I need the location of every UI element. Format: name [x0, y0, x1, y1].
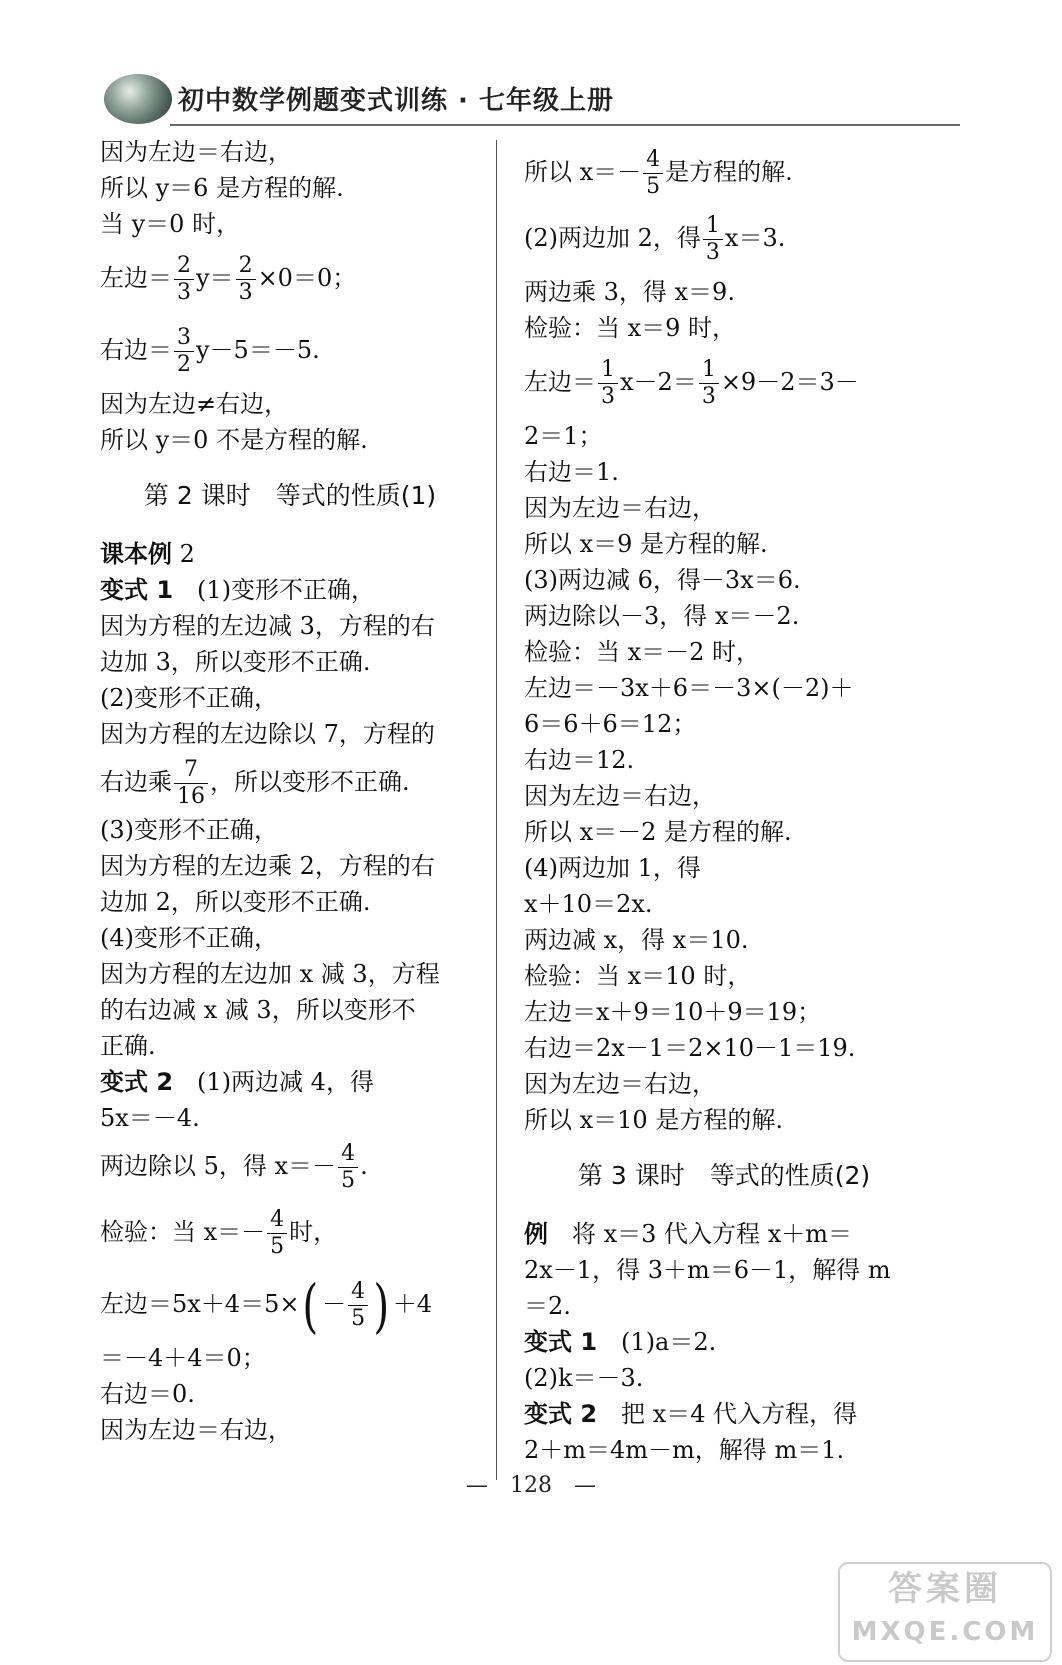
- text-line: 因为方程的左边乘 2，方程的右: [100, 852, 435, 880]
- text-line: 2＋m＝4m－m，解得 m＝1.: [524, 1436, 845, 1464]
- variant-label: 变式 2: [100, 1068, 174, 1096]
- fraction: $\frac{4}{5}$: [643, 147, 663, 200]
- fraction: $\frac{4}{5}$: [338, 1141, 358, 1194]
- text-line: 左边＝－3x＋6＝－3×(－2)＋: [524, 674, 854, 702]
- fraction: $\frac{1}{3}$: [598, 357, 618, 410]
- text-line: (2)变形不正确，: [100, 684, 278, 712]
- page-header: [100, 72, 962, 134]
- text-line: 检验：当 x＝10 时，: [524, 962, 752, 990]
- text-line: 右边＝1.: [524, 458, 619, 486]
- text-line: (3)变形不正确，: [100, 816, 278, 844]
- formula-line: 两边除以 5，得 x＝－ $\frac{4}{5}$ .: [100, 1141, 368, 1193]
- example-heading: 课本例 2: [100, 540, 195, 568]
- watermark-logo: 答案圈 MXQE.COM: [838, 1562, 1052, 1662]
- variant-label: 变式 1: [100, 576, 174, 604]
- text-line: 因为左边＝右边，: [100, 138, 292, 166]
- text-line: 变式 1 (1)a＝2.: [524, 1328, 717, 1356]
- text-line: 因为方程的左边除以 7，方程的: [100, 720, 435, 748]
- column-divider: [496, 140, 497, 1480]
- text-line: x＋10＝2x.: [524, 890, 653, 918]
- text-line: 因为左边＝右边，: [524, 494, 716, 522]
- text-line: 变式 2 把 x＝4 代入方程，得: [524, 1400, 858, 1428]
- fraction: $\frac{1}{3}$: [703, 213, 723, 266]
- text-line: 两边减 x，得 x＝10.: [524, 926, 749, 954]
- right-column: [524, 142, 924, 1468]
- text-line: 当 y＝0 时，: [100, 210, 241, 238]
- text-line: ＝－4＋4＝0；: [100, 1344, 266, 1372]
- text-line: 因为方程的左边减 3，方程的右: [100, 612, 435, 640]
- fraction: $\frac{7}{16}$: [174, 757, 208, 810]
- text-line: 2＝1；: [524, 422, 603, 450]
- fraction: $\frac{4}{5}$: [267, 1207, 287, 1260]
- formula-line: 左边＝ $\frac{1}{3}$ x－2＝ $\frac{1}{3}$ ×9－2＝3－: [524, 357, 859, 409]
- fraction: $\frac{2}{3}$: [236, 253, 256, 306]
- text-line: 检验：当 x＝－2 时，: [524, 638, 761, 666]
- text-line: 的右边减 x 减 3，所以变形不: [100, 996, 416, 1024]
- text-line: 所以 x＝9 是方程的解.: [524, 530, 768, 558]
- globe-logo-icon: [104, 74, 172, 124]
- example-label: 例: [524, 1220, 548, 1248]
- formula-line: 左边＝ $\frac{2}{3}$ y＝ $\frac{2}{3}$ ×0＝0；: [100, 253, 357, 305]
- text-line: (4)变形不正确，: [100, 924, 278, 952]
- text-line: 因为左边＝右边，: [524, 782, 716, 810]
- formula-line: 右边＝ $\frac{3}{2}$ y－5＝－5.: [100, 325, 320, 377]
- text-line: 所以 x＝－2 是方程的解.: [524, 818, 792, 846]
- formula-line: 左边＝5x＋4＝5×( － $\frac{4}{5}$ ) ＋4: [100, 1271, 433, 1340]
- variant-label: 变式 2: [524, 1400, 598, 1428]
- text-line: 正确.: [100, 1032, 156, 1060]
- section-title: 第 2 课时 等式的性质(1): [143, 481, 437, 510]
- text-line: 6＝6＋6＝12；: [524, 710, 697, 738]
- text-line: 5x＝－4.: [100, 1104, 200, 1132]
- variant-label: 变式 1: [524, 1328, 598, 1356]
- text-line: 右边＝2x－1＝2×10－1＝19.: [524, 1034, 856, 1062]
- left-column: [100, 134, 480, 1448]
- text-line: 因为左边＝右边，: [100, 1416, 292, 1444]
- text-line: 右边＝0.: [100, 1380, 195, 1408]
- text-line: 所以 x＝10 是方程的解.: [524, 1106, 783, 1134]
- text-line: 两边乘 3，得 x＝9.: [524, 278, 735, 306]
- text-line: 右边＝12.: [524, 746, 635, 774]
- fraction: $\frac{2}{3}$: [174, 253, 194, 306]
- text-line: 因为方程的左边加 x 减 3，方程: [100, 960, 440, 988]
- text-line: 边加 2，所以变形不正确.: [100, 888, 371, 916]
- text-line: (2)k＝－3.: [524, 1364, 644, 1392]
- text-line: (4)两边加 1，得: [524, 854, 701, 882]
- formula-line: (2)两边加 2，得 $\frac{1}{3}$ x＝3.: [524, 213, 786, 265]
- text-line: 变式 1 (1)变形不正确，: [100, 576, 376, 604]
- text-line: 变式 2 (1)两边减 4，得: [100, 1068, 374, 1096]
- text-line: 所以 y＝6 是方程的解.: [100, 174, 344, 202]
- text-line: ＝2.: [524, 1292, 571, 1320]
- text-line: 因为左边≠右边，: [100, 390, 289, 418]
- text-line: 例 将 x＝3 代入方程 x＋m＝: [524, 1220, 852, 1248]
- page-number: — 128 —: [466, 1473, 596, 1498]
- formula-line: 右边乘 $\frac{7}{16}$ ，所以变形不正确.: [100, 757, 410, 809]
- fraction: $\frac{3}{2}$: [174, 325, 194, 378]
- section-title: 第 3 课时 等式的性质(2): [577, 1161, 871, 1190]
- book-title: 初中数学例题变式训练 · 七年级上册: [178, 86, 614, 116]
- text-line: 因为左边＝右边，: [524, 1070, 716, 1098]
- text-line: (3)两边减 6，得－3x＝6.: [524, 566, 801, 594]
- header-rule: [170, 124, 960, 126]
- text-line: 2x－1，得 3＋m＝6－1，解得 m: [524, 1256, 891, 1284]
- text-line: 左边＝x＋9＝10＋9＝19；: [524, 998, 822, 1026]
- text-line: 检验：当 x＝9 时，: [524, 314, 737, 342]
- fraction: $\frac{1}{3}$: [699, 357, 719, 410]
- text-line: 所以 y＝0 不是方程的解.: [100, 426, 368, 454]
- text-line: 两边除以－3，得 x＝－2.: [524, 602, 800, 630]
- formula-line: 所以 x＝－ $\frac{4}{5}$ 是方程的解.: [524, 147, 793, 199]
- fraction: $\frac{4}{5}$: [348, 1279, 368, 1332]
- text-line: 边加 3，所以变形不正确.: [100, 648, 371, 676]
- formula-line: 检验：当 x＝－ $\frac{4}{5}$ 时，: [100, 1207, 338, 1259]
